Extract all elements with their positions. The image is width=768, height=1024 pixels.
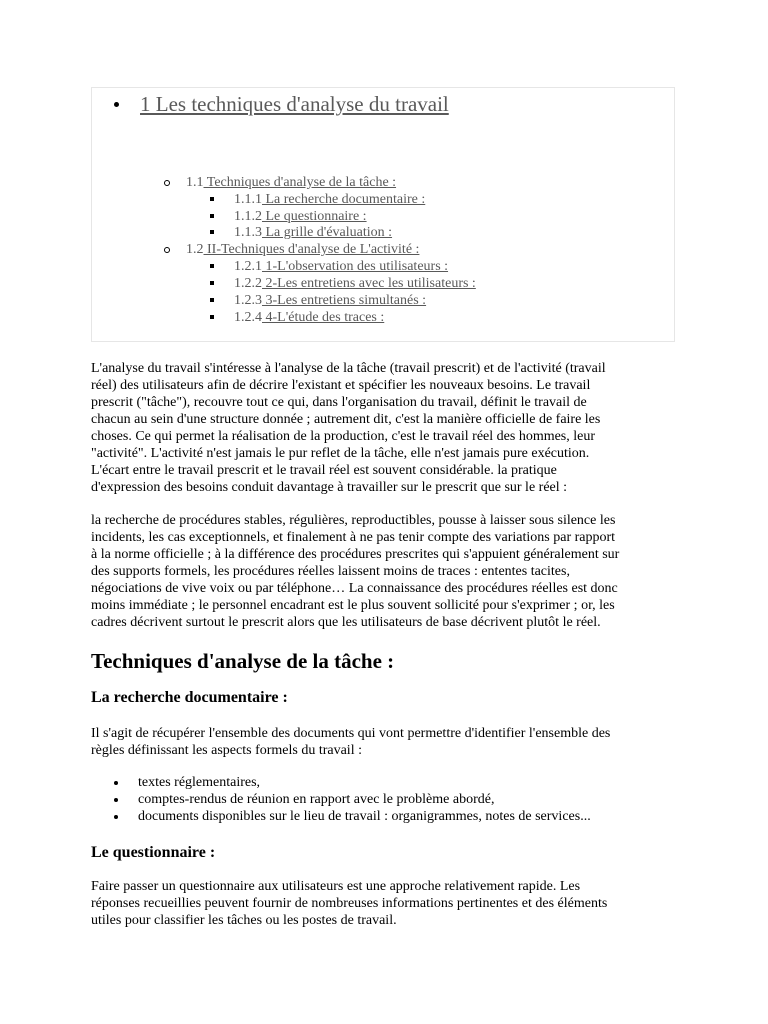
procedures-paragraph: la recherche de procédures stables, régulières, reproductibles, pousse à laisser sous silence les incidents, les cas exceptionnels, et finalement à ne pas tenir compte des variations par rapport à la norme officielle ; à la différence des procédures prescrites qui s'appuient généralement sur des supports formels, les procédures réelles laissent moins de traces : ententes tacites, négociations de vive voix ou par téléphone… La connaissance des procédures réelles est donc moins immédiate ; le personnel encadrant est le plus souvent sollicité pour s'exprimer ; or, les cadres décrivent surtout le prescrit alors que les utilisateurs de base décrivent plutôt le réel. bbox=[91, 513, 620, 630]
toc-title-number: 1 bbox=[140, 92, 151, 116]
list-item bbox=[91, 774, 681, 791]
table-of-contents bbox=[91, 87, 675, 342]
toc-item-number: 1.2.3 bbox=[234, 293, 262, 308]
toc-item-link[interactable]: 4-L'étude des traces : bbox=[262, 310, 385, 325]
toc-section-number: 1.2 bbox=[186, 242, 204, 257]
list-item-text: comptes-rendus de réunion en rapport avec le problème abordé, bbox=[138, 792, 495, 807]
bullet-disc-icon bbox=[114, 798, 118, 802]
questionnaire-paragraph: Faire passer un questionnaire aux utilisateurs est une approche relativement rapide. Les réponses recueillies peuvent fournir de nombreuses informations pertinentes et des éléments utiles pour classifier les tâches ou les postes de travail. bbox=[91, 879, 608, 928]
bullet-disc-icon bbox=[114, 781, 118, 785]
bullet-disc-icon bbox=[114, 815, 118, 819]
toc-section-link[interactable]: Techniques d'analyse de la tâche : bbox=[203, 175, 397, 190]
bullet-square-icon bbox=[210, 230, 214, 234]
heading-techniques-tache: Techniques d'analyse de la tâche : bbox=[91, 649, 395, 673]
toc-item-link[interactable]: 2-Les entretiens avec les utilisateurs : bbox=[262, 276, 476, 291]
bullet-circle-icon bbox=[164, 180, 170, 186]
list-item bbox=[91, 808, 681, 825]
toc-title-text: Les techniques d'analyse du travail bbox=[150, 92, 449, 116]
list-item-text: textes réglementaires, bbox=[138, 775, 261, 790]
toc-item-link[interactable]: Le questionnaire : bbox=[262, 209, 367, 224]
toc-section-number: 1.1 bbox=[186, 175, 204, 190]
toc-item-number: 1.1.3 bbox=[234, 225, 262, 240]
bullet-square-icon bbox=[210, 315, 214, 319]
toc-item-number: 1.1.1 bbox=[234, 192, 262, 207]
toc-item-number: 1.2.1 bbox=[234, 259, 262, 274]
toc-item-link[interactable]: 1-L'observation des utilisateurs : bbox=[262, 259, 449, 274]
list-item-text: documents disponibles sur le lieu de travail : organigrammes, notes de services... bbox=[138, 809, 591, 824]
toc-item-link[interactable]: La recherche documentaire : bbox=[262, 192, 426, 207]
documents-list bbox=[91, 774, 681, 825]
bullet-square-icon bbox=[210, 264, 214, 268]
bullet-disc-icon bbox=[114, 102, 119, 107]
toc-item-number: 1.1.2 bbox=[234, 209, 262, 224]
bullet-square-icon bbox=[210, 281, 214, 285]
bullet-circle-icon bbox=[164, 247, 170, 253]
recherche-paragraph: Il s'agit de récupérer l'ensemble des documents qui vont permettre d'identifier l'ensemble des règles définissant les aspects formels du travail : bbox=[91, 726, 611, 758]
bullet-square-icon bbox=[210, 197, 214, 201]
heading-recherche-documentaire: La recherche documentaire : bbox=[91, 689, 288, 706]
bullet-square-icon bbox=[210, 214, 214, 218]
intro-paragraph: L'analyse du travail s'intéresse à l'analyse de la tâche (travail prescrit) et de l'activité (travail réel) des utilisateurs afin de décrire l'existant et spécifier les nouveaux besoins. Le travail prescrit ("tâche"), recouvre tout ce qui, dans l'organisation du travail, définit le travail de chacun au sein d'une structure donnée ; autrement dit, c'est la manière officielle de faire les choses. Ce qui permet la réalisation de la production, c'est le travail réel des hommes, leur "activité". L'activité n'est jamais le pur reflet de la tâche, elle n'est jamais pure exécution. L'écart entre le travail prescrit et le travail réel est souvent considérable. la pratique d'expression des besoins conduit davantage à travailler sur le prescrit que sur le réel : bbox=[91, 361, 606, 495]
heading-questionnaire: Le questionnaire : bbox=[91, 844, 216, 861]
toc-item-link[interactable]: 3-Les entretiens simultanés : bbox=[262, 293, 427, 308]
toc-item-link[interactable]: La grille d'évaluation : bbox=[262, 225, 393, 240]
bullet-square-icon bbox=[210, 298, 214, 302]
toc-section-link[interactable]: II-Techniques d'analyse de L'activité : bbox=[203, 242, 420, 257]
list-item bbox=[91, 791, 681, 808]
toc-item-number: 1.2.4 bbox=[234, 310, 262, 325]
toc-item-number: 1.2.2 bbox=[234, 276, 262, 291]
toc-title-link[interactable] bbox=[140, 91, 449, 117]
